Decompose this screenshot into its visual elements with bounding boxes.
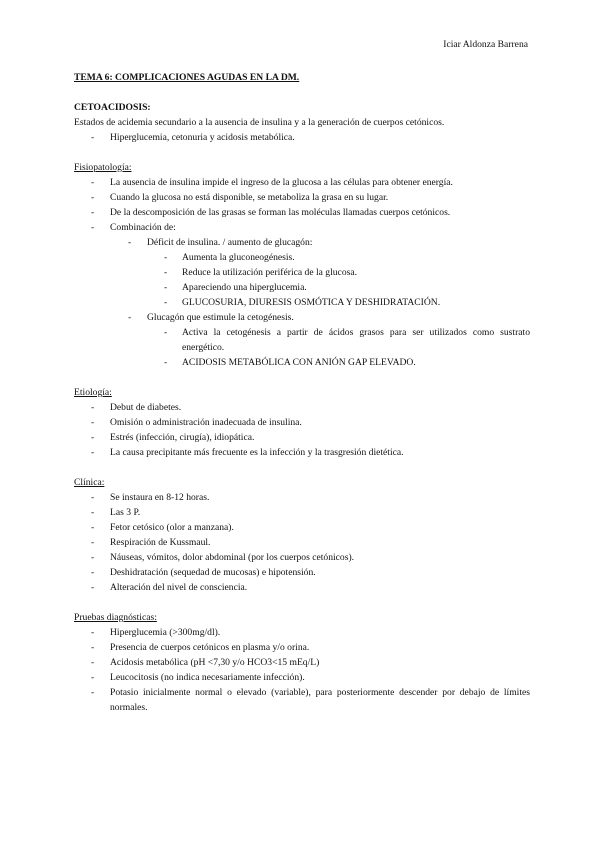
definition-text: Estados de acidemia secundario a la ausencia de insulina y a la generación de cuerpos cetónicos. — [74, 117, 445, 128]
nested-list-item: - Reduce la utilización periférica de la glucosa. — [74, 265, 530, 280]
nested-list — [74, 325, 530, 370]
list-item: - Hiperglucemia, cetonuria y acidosis metabólica. — [74, 130, 530, 145]
nested-list-item: - Apareciendo una hiperglucemia. — [74, 280, 530, 295]
list-item: - La causa precipitante más frecuente es la infección y la trasgresión dietética. — [74, 445, 530, 460]
section-heading: Pruebas diagnósticas: — [74, 612, 157, 623]
nested-list-item: - GLUCOSURIA, DIURESIS OSMÓTICA Y DESHIDRATACIÓN. — [74, 295, 530, 310]
list-item: - Presencia de cuerpos cetónicos en plasma y/o orina. — [74, 640, 530, 655]
list-item: - Leucocitosis (no indica necesariamente infección). — [74, 670, 530, 685]
list-item: - Hiperglucemia (>300mg/dl). — [74, 625, 530, 640]
bullet-list — [74, 625, 530, 715]
section-clinica — [74, 475, 530, 595]
sub-list-item: - Glucagón que estimule la cetogénesis. — [74, 310, 530, 325]
sub-list — [74, 310, 530, 325]
list-item: - La ausencia de insulina impide el ingreso de la glucosa a las células para obtener energía. — [74, 175, 530, 190]
list-item: - Náuseas, vómitos, dolor abdominal (por los cuerpos cetónicos). — [74, 550, 530, 565]
list-item: - Cuando la glucosa no está disponible, se metaboliza la grasa en su lugar. — [74, 190, 530, 205]
list-item: - Potasio inicialmente normal o elevado (variable), para posteriormente descender por debajo de límites normales. — [74, 685, 530, 715]
list-item: - Las 3 P. — [74, 505, 530, 520]
list-item: - Acidosis metabólica (pH <7,30 y/o HCO3<15 mEq/L) — [74, 655, 530, 670]
bullet-list — [74, 490, 530, 595]
section-heading: Etiología: — [74, 387, 112, 398]
section-etiologia — [74, 385, 530, 460]
sub-list — [74, 235, 530, 250]
bullet-list — [74, 130, 530, 145]
author-name: Iciar Aldonza Barrena — [443, 39, 528, 50]
section-fisiopatologia — [74, 160, 530, 370]
list-item: - Deshidratación (sequedad de mucosas) e hipotensión. — [74, 565, 530, 580]
bullet-list — [74, 175, 530, 235]
section-cetoacidosis — [74, 100, 530, 145]
list-item: - Se instaura en 8-12 horas. — [74, 490, 530, 505]
nested-list-item: - Activa la cetogénesis a partir de ácidos grasos para ser utilizados como sustrato energético. — [74, 325, 530, 355]
document-title: TEMA 6: COMPLICACIONES AGUDAS EN LA DM. — [74, 72, 300, 83]
list-item: - Omisión o administración inadecuada de insulina. — [74, 415, 530, 430]
list-item: - Fetor cetósico (olor a manzana). — [74, 520, 530, 535]
section-heading: Clínica: — [74, 477, 105, 488]
document-body — [74, 70, 530, 715]
section-heading: CETOACIDOSIS: — [74, 102, 151, 113]
bullet-list — [74, 400, 530, 460]
nested-list-item: - ACIDOSIS METABÓLICA CON ANIÓN GAP ELEVADO. — [74, 355, 530, 370]
list-item: - Estrés (infección, cirugía), idiopática. — [74, 430, 530, 445]
list-item: - De la descomposición de las grasas se forman las moléculas llamadas cuerpos cetónicos. — [74, 205, 530, 220]
section-pruebas — [74, 610, 530, 715]
list-item: - Combinación de: — [74, 220, 530, 235]
list-item: - Respiración de Kussmaul. — [74, 535, 530, 550]
list-item: - Debut de diabetes. — [74, 400, 530, 415]
section-heading: Fisiopatología: — [74, 162, 132, 173]
nested-list-item: - Aumenta la gluconeogénesis. — [74, 250, 530, 265]
nested-list — [74, 250, 530, 310]
sub-list-item: - Déficit de insulina. / aumento de glucagón: — [74, 235, 530, 250]
list-item: - Alteración del nivel de consciencia. — [74, 580, 530, 595]
